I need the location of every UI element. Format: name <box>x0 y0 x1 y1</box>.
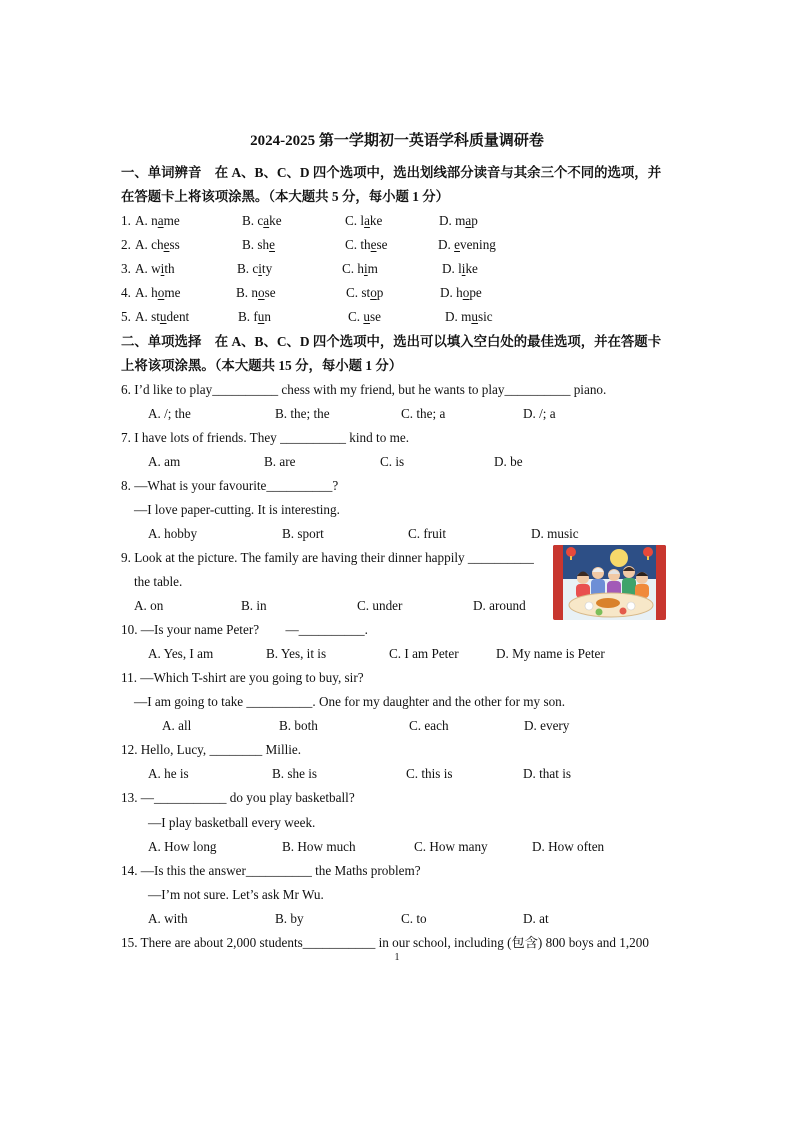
underlined-letter: o <box>462 285 470 300</box>
option-text-prefix: C. th <box>345 237 371 252</box>
option-text-suffix: ty <box>261 261 273 276</box>
option-text-prefix: B. c <box>237 261 259 276</box>
option-text-suffix: p <box>471 213 478 228</box>
question-12-option-c: C. this is <box>406 766 453 781</box>
question-9-option-c: C. under <box>357 598 403 613</box>
question-8-stem: 8. —What is your favourite__________? <box>121 478 339 493</box>
option-text-prefix: B. sh <box>242 237 270 252</box>
option-text-suffix: vening <box>459 237 496 252</box>
question-11-option-a: A. all <box>162 718 192 733</box>
underlined-letter: o <box>370 285 377 300</box>
underlined-letter: e <box>269 237 275 252</box>
underlined-letter: a <box>157 213 164 228</box>
page-title: 2024-2025 第一学期初一英语学科质量调研卷 <box>250 133 544 149</box>
question-8-response: —I love paper-cutting. It is interesting. <box>134 502 340 517</box>
phonics-question-5-option-b <box>238 309 271 325</box>
question-10-option-b: B. Yes, it is <box>266 646 327 661</box>
question-11-option-b: B. both <box>279 718 318 733</box>
underlined-letter: a <box>465 213 472 228</box>
question-7-option-a: A. am <box>148 454 181 469</box>
phonics-question-3-option-b <box>237 261 272 277</box>
question-9-stem: 9. Look at the picture. The family are having their dinner happily __________ <box>121 550 534 565</box>
underlined-letter: e <box>163 237 170 252</box>
phonics-question-3-option-c <box>342 261 378 277</box>
family-dinner-illustration <box>553 545 666 620</box>
option-text-prefix: B. c <box>242 213 264 228</box>
phonics-question-4-number: 4. <box>121 285 131 300</box>
question-14-option-b: B. by <box>275 911 304 926</box>
option-text-suffix: se <box>376 237 388 252</box>
question-15-stem: 15. There are about 2,000 students___________ in our school, including (包含) 800 boys and 1,200 <box>121 935 649 950</box>
question-6-option-c: C. the; a <box>401 406 446 421</box>
question-13-response: —I play basketball every week. <box>148 815 316 830</box>
section2-heading-line1: 二、单项选择 在 A、B、C、D 四个选项中，选出可以填入空白处的最佳选项，并在答题卡 <box>121 334 662 349</box>
question-7-option-b: B. are <box>264 454 296 469</box>
question-11-stem: 11. —Which T-shirt are you going to buy, sir? <box>121 670 364 685</box>
option-text-suffix: ke <box>465 261 478 276</box>
underlined-letter: a <box>263 213 270 228</box>
underlined-letter: u <box>363 309 370 324</box>
option-text-suffix: sic <box>477 309 493 324</box>
option-text-prefix: B. f <box>238 309 258 324</box>
question-6-stem: 6. I’d like to play__________ chess with my friend, but he wants to play__________ piano. <box>121 382 607 397</box>
underlined-letter: e <box>454 237 460 252</box>
option-text-suffix: n <box>264 309 271 324</box>
option-text-prefix: A. n <box>135 213 158 228</box>
question-9-option-b: B. in <box>241 598 267 613</box>
question-14-option-d: D. at <box>523 911 549 926</box>
phonics-question-5-option-a <box>135 309 189 325</box>
question-6-option-a: A. /; the <box>148 406 191 421</box>
question-14-option-c: C. to <box>401 911 427 926</box>
question-13-option-b: B. How much <box>282 839 356 854</box>
question-8-option-c: C. fruit <box>408 526 447 541</box>
option-text-prefix: C. <box>348 309 364 324</box>
question-8-option-a: A. hobby <box>148 526 198 541</box>
question-11-option-c: C. each <box>409 718 449 733</box>
option-text-suffix: th <box>164 261 175 276</box>
question-11-response: —I am going to take __________. One for my daughter and the other for my son. <box>134 694 566 709</box>
phonics-question-5-option-c <box>348 309 381 325</box>
option-text-prefix: B. n <box>236 285 258 300</box>
question-12-option-a: A. he is <box>148 766 189 781</box>
phonics-question-1-option-a <box>135 213 180 229</box>
phonics-question-1-option-d <box>439 213 478 229</box>
phonics-question-4-option-c <box>346 285 383 301</box>
question-14-response: —I’m not sure. Let’s ask Mr Wu. <box>148 887 324 902</box>
option-text-suffix: ss <box>169 237 180 252</box>
question-6-option-b: B. the; the <box>275 406 330 421</box>
family-dinner-picture <box>553 545 666 620</box>
underlined-letter: i <box>363 261 368 276</box>
option-text-suffix: ke <box>369 213 383 228</box>
underlined-letter: i <box>461 261 466 276</box>
underlined-letter: a <box>364 213 370 228</box>
option-text-suffix: me <box>164 285 181 300</box>
phonics-question-2-option-b <box>242 237 275 253</box>
phonics-question-5-number: 5. <box>121 309 131 324</box>
option-text-prefix: A. st <box>135 309 160 324</box>
phonics-question-2-option-d <box>438 237 496 253</box>
option-text-suffix: ke <box>269 213 282 228</box>
option-text-suffix: m <box>367 261 378 276</box>
question-11-option-d: D. every <box>524 718 570 733</box>
option-text-prefix: D. l <box>442 261 462 276</box>
question-13-option-a: A. How long <box>148 839 217 854</box>
phonics-question-4-option-a <box>135 285 180 301</box>
question-12-option-b: B. she is <box>272 766 318 781</box>
underlined-letter: i <box>160 261 165 276</box>
question-9-stem-continued: the table. <box>134 574 183 589</box>
option-text-suffix: dent <box>166 309 190 324</box>
phonics-question-3-option-d <box>442 261 478 277</box>
underlined-letter: u <box>159 309 167 324</box>
phonics-question-1-number: 1. <box>121 213 131 228</box>
phonics-question-2-option-a <box>135 237 180 253</box>
phonics-question-4-option-b <box>236 285 276 301</box>
option-text-suffix: se <box>369 309 381 324</box>
question-9-option-a: A. on <box>134 598 164 613</box>
underlined-letter: u <box>257 309 265 324</box>
phonics-question-5-option-d <box>445 309 493 325</box>
question-8-option-d: D. music <box>531 526 579 541</box>
option-text-prefix: C. l <box>345 213 365 228</box>
question-10-option-c: C. I am Peter <box>389 646 459 661</box>
option-text-suffix: se <box>264 285 276 300</box>
option-text-suffix: pe <box>469 285 482 300</box>
phonics-question-2-number: 2. <box>121 237 131 252</box>
question-8-option-b: B. sport <box>282 526 324 541</box>
question-14-stem: 14. —Is this the answer__________ the Maths problem? <box>121 863 421 878</box>
phonics-question-1-option-c <box>345 213 382 229</box>
underlined-letter: o <box>157 285 165 300</box>
question-7-option-d: D. be <box>494 454 523 469</box>
option-text-prefix: D. <box>438 237 455 252</box>
question-13-option-d: D. How often <box>532 839 605 854</box>
question-10-option-d: D. My name is Peter <box>496 646 605 661</box>
question-14-option-a: A. with <box>148 911 188 926</box>
option-text-prefix: D. m <box>445 309 472 324</box>
question-10-option-a: A. Yes, I am <box>148 646 214 661</box>
underlined-letter: i <box>258 261 262 276</box>
phonics-question-3-number: 3. <box>121 261 131 276</box>
phonics-question-4-option-d <box>440 285 482 301</box>
option-text-prefix: C. h <box>342 261 364 276</box>
page-number: 1 <box>394 952 400 963</box>
option-text-prefix: D. m <box>439 213 466 228</box>
phonics-question-2-option-c <box>345 237 388 253</box>
question-13-option-c: C. How many <box>414 839 488 854</box>
question-13-stem: 13. —___________ do you play basketball? <box>121 790 355 805</box>
question-6-option-d: D. /; a <box>523 406 556 421</box>
underlined-letter: o <box>257 285 265 300</box>
question-12-stem: 12. Hello, Lucy, ________ Millie. <box>121 742 302 757</box>
question-12-option-d: D. that is <box>523 766 571 781</box>
question-10-stem: 10. —Is your name Peter? —__________. <box>121 622 368 637</box>
option-text-prefix: A. w <box>135 261 161 276</box>
section2-heading-line2: 上将该项涂黑。（本大题共 15 分，每小题 1 分） <box>121 358 403 373</box>
option-text-prefix: A. h <box>135 285 158 300</box>
section1-heading-line2: 在答题卡上将该项涂黑。（本大题共 5 分，每小题 1 分） <box>121 189 450 204</box>
option-text-suffix: me <box>163 213 180 228</box>
underlined-letter: e <box>370 237 377 252</box>
option-text-prefix: C. st <box>346 285 371 300</box>
section1-heading-line1: 一、单词辨音 在 A、B、C、D 四个选项中，选出划线部分读音与其余三个不同的选项，并 <box>121 165 662 180</box>
question-7-option-c: C. is <box>380 454 405 469</box>
phonics-question-1-option-b <box>242 213 282 229</box>
underlined-letter: u <box>471 309 478 324</box>
question-7-stem: 7. I have lots of friends. They __________ kind to me. <box>121 430 410 445</box>
option-text-prefix: D. h <box>440 285 463 300</box>
question-9-option-d: D. around <box>473 598 526 613</box>
phonics-question-3-option-a <box>135 261 175 277</box>
option-text-prefix: A. ch <box>135 237 164 252</box>
option-text-suffix: p <box>376 285 384 300</box>
